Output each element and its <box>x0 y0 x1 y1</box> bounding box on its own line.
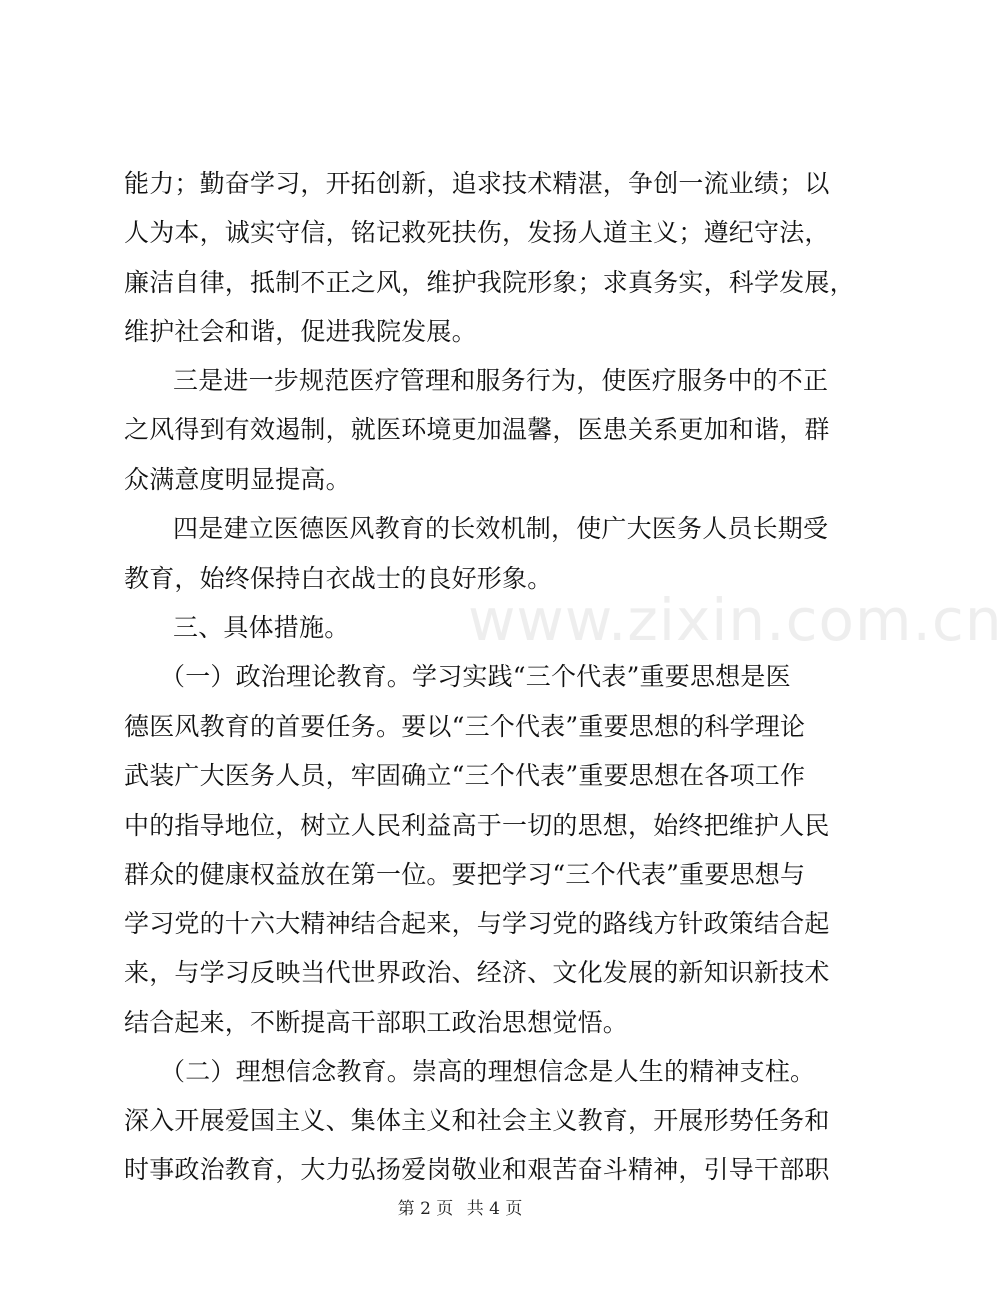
text-line: 学习党的十六大精神结合起来，与学习党的路线方针政策结合起 <box>124 909 830 938</box>
text-line: 廉洁自律，抵制不正之风，维护我院形象；求真务实，科学发展， <box>124 268 855 297</box>
text-line: 之风得到有效遏制，就医环境更加温馨，医患关系更加和谐，群 <box>124 415 830 444</box>
text-line: （二）理想信念教育。崇高的理想信念是人生的精神支柱。 <box>160 1057 816 1086</box>
page-number: 第 2 页 <box>397 1199 454 1219</box>
text-line: 来，与学习反映当代世界政治、经济、文化发展的新知识新技术 <box>124 958 830 987</box>
text-line: 结合起来，不断提高干部职工政治思想觉悟。 <box>124 1008 629 1037</box>
text-line: 三是进一步规范医疗管理和服务行为，使医疗服务中的不正 <box>173 366 829 395</box>
text-line: 德医风教育的首要任务。要以“三个代表”重要思想的科学理论 <box>124 712 806 741</box>
text-line: 时事政治教育，大力弘扬爱岗敬业和艰苦奋斗精神，引导干部职 <box>124 1155 830 1184</box>
text-line: 维护社会和谐，促进我院发展。 <box>124 317 477 346</box>
text-line: 教育，始终保持白衣战士的良好形象。 <box>124 564 553 593</box>
text-line: 群众的健康权益放在第一位。要把学习“三个代表”重要思想与 <box>124 860 806 889</box>
page-footer <box>0 1197 920 1221</box>
text-line: 中的指导地位，树立人民利益高于一切的思想，始终把维护人民 <box>124 811 830 840</box>
page-total: 共 4 页 <box>466 1199 523 1219</box>
text-line: 四是建立医德医风教育的长效机制，使广大医务人员长期受 <box>173 514 829 543</box>
text-line: 能力；勤奋学习，开拓创新，追求技术精湛，争创一流业绩；以 <box>124 169 830 198</box>
text-line: 深入开展爱国主义、集体主义和社会主义教育，开展形势任务和 <box>124 1106 830 1135</box>
text-line: 人为本，诚实守信，铭记救死扶伤，发扬人道主义；遵纪守法， <box>124 218 830 247</box>
text-line: （一）政治理论教育。学习实践“三个代表”重要思想是医 <box>160 662 791 691</box>
text-line: 众满意度明显提高。 <box>124 465 351 494</box>
text-line: 武装广大医务人员，牢固确立“三个代表”重要思想在各项工作 <box>124 761 806 790</box>
section-heading: 三、具体措施。 <box>173 613 350 642</box>
watermark: www.zixin.com.cn <box>468 586 1003 654</box>
